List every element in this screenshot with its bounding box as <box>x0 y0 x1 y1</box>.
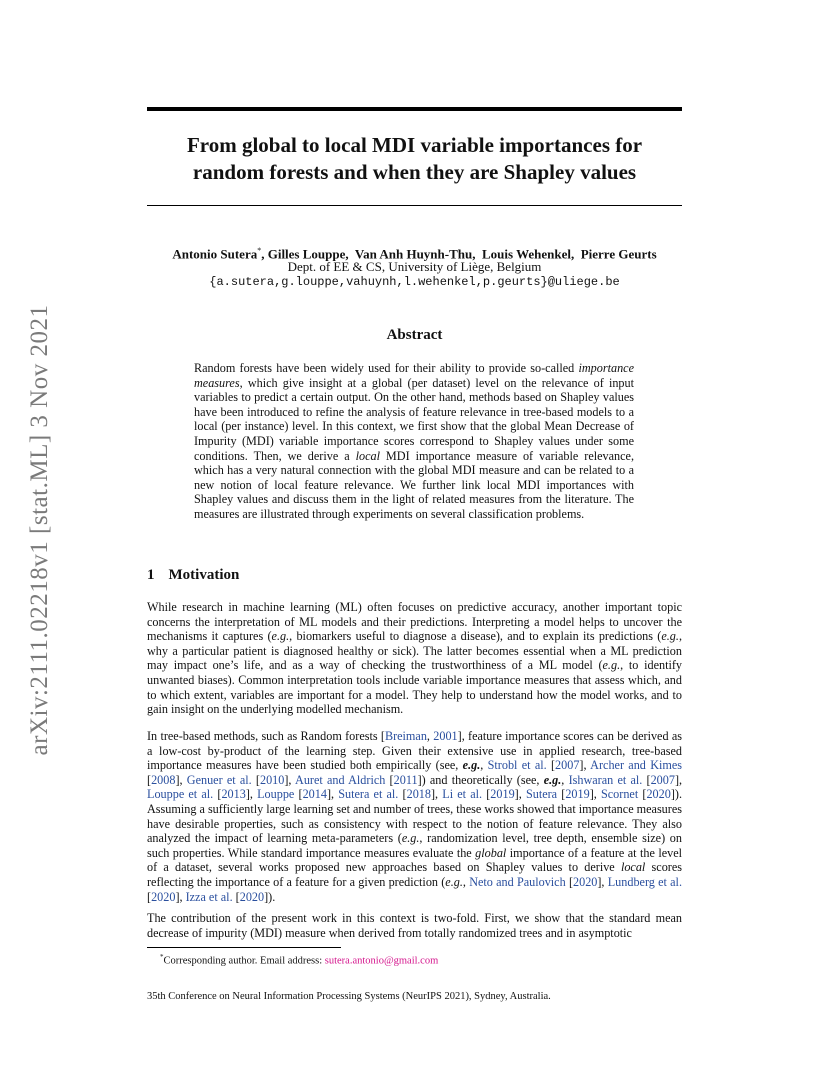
author-name: Pierre Geurts <box>580 246 657 262</box>
paragraph-2: In tree-based methods, such as Random forests [Breiman, 2001], feature importance scores can be derived as a low-cost by-product of the learning step. Given their extensive use in applied research, tree-based importance measures have been studied both empirically (see, e.g., Strobl et al. [2007], Archer and Kimes [2008], Genuer et al. [2010], Auret and Aldrich [2011]) and theoretically (see, e.g., Ishwaran et al. [2007], Louppe et al. [2013], Louppe [2014], Sutera et al. [2018], Li et al. [2019], Sutera [2019], Scornet [2020]). Assuming a sufficiently large learning set and number of trees, these works showed that importance measures have desirable properties, such as consistency with respect to the notion of feature relevance. They also analyzed the impact of learning meta-parameters (e.g., randomization level, tree depth, ensemble size) on such properties. While standard importance measures evaluate the global importance of a feature at the level of a dataset, several works proposed new approaches based on Shapley values to derive local scores reflecting the importance of a feature for a given prediction (e.g., Neto and Paulovich [2020], Lundberg et al. [2020], Izza et al. [2020]). <box>147 729 683 904</box>
section-heading <box>147 567 239 584</box>
citation-link[interactable]: 2014 <box>302 787 327 802</box>
citation-link[interactable]: 2011 <box>393 772 418 787</box>
author-name: Gilles Louppe <box>267 246 346 262</box>
citation-link[interactable]: 2020 <box>573 874 598 889</box>
citation-link[interactable]: 2020 <box>646 787 671 802</box>
citation-link[interactable]: 2008 <box>151 772 176 787</box>
citation-link[interactable]: 2018 <box>406 787 431 802</box>
author-name: Van Anh Huynh-Thu <box>354 246 473 262</box>
citation-link[interactable]: Neto and Paulovich <box>469 874 566 889</box>
section-number: 1 <box>147 567 155 583</box>
section-title: Motivation <box>168 567 240 583</box>
conference-note: 35th Conference on Neural Information Processing Systems (NeurIPS 2021), Sydney, Australia. <box>147 991 551 1002</box>
citation-link[interactable]: Izza et al. <box>185 889 233 904</box>
citation-link[interactable]: Lundberg et al. <box>607 874 682 889</box>
title-bottom-rule <box>147 205 682 206</box>
title-line-2: random forests and when they are Shapley values <box>192 160 637 184</box>
citation-link[interactable]: Li et al. <box>442 787 483 802</box>
author-name: Antonio Sutera <box>172 246 258 262</box>
citation-link[interactable]: 2020 <box>151 889 176 904</box>
citation-link[interactable]: Scornet <box>600 787 639 802</box>
author-name: Louis Wehenkel <box>481 246 571 262</box>
citation-link[interactable]: 2019 <box>490 787 515 802</box>
citation-link[interactable]: 2007 <box>650 772 675 787</box>
abstract-body: Random forests have been widely used for their ability to provide so-called importance measures, which give insight at a global (per dataset) level on the relevance of input variables to predict a certain output. On the other hand, methods based on Shapley values have been introduced to refine the analysis of feature relevance in tree-based models to a local (per instance) level. In this context, we first show that the global Mean Decrease of Impurity (MDI) variable importance scores correspond to Shapley values under some conditions. Then, we derive a local MDI importance measure of variable relevance, which has a very natural connection with the global MDI measure and can be related to a new notion of local feature relevance. We further link local MDI importances with Shapley values and discuss them in the light of related measures from the literature. The measures are illustrated through experiments on several classification problems. <box>194 361 635 521</box>
abstract-heading: Abstract <box>386 327 443 343</box>
title-top-rule <box>147 107 682 111</box>
citation-link[interactable]: 2001 <box>433 729 458 743</box>
footnote-mark: * <box>160 953 164 961</box>
citation-link[interactable]: 2019 <box>565 787 590 802</box>
paragraph-1: While research in machine learning (ML) often focuses on predictive accuracy, another important topic concerns the interpretation of ML models and their predictions. Interpreting a model helps to uncover the mechanisms it captures (e.g., biomarkers useful to diagnose a disease), and to explain its predictions (e.g., why a particular patient is diagnosed healthy or sick). The latter becomes essential when a ML prediction may impact one’s life, and as a way of checking the trustworthiness of a ML model (e.g., to identify unwanted biases). Common interpretation tools include variable importance measures that assess which, and to which extent, variables are important for a model. They help to understand how the model works, and to gain insight on the underlying modelled mechanism. <box>147 600 682 717</box>
citation-link[interactable]: Louppe et al. <box>147 787 214 802</box>
author-list: Antonio Sutera*, Gilles Louppe, Van Anh Huynh-Thu, Louis Wehenkel, Pierre Geurts <box>172 246 657 262</box>
citation-link[interactable]: Breiman <box>384 729 427 743</box>
footnote-email-link[interactable]: sutera.antonio@gmail.com <box>324 955 439 967</box>
citation-link[interactable]: Genuer et al. <box>186 772 252 787</box>
citation-link[interactable]: 2007 <box>555 758 580 773</box>
citation-link[interactable]: Strobl et al. <box>487 758 547 773</box>
author-emails: {a.sutera,g.louppe,vahuynh,l.wehenkel,p.geurts}@uliege.be <box>209 275 620 289</box>
citation-link[interactable]: 2020 <box>239 889 265 904</box>
citation-link[interactable]: Archer and Kimes <box>590 758 683 773</box>
footnote-rule <box>147 947 341 948</box>
title-line-1: From global to local MDI variable importances for <box>186 133 643 157</box>
arxiv-identifier: arXiv:2111.02218v1 [stat.ML] 3 Nov 2021 <box>26 304 53 756</box>
citation-link[interactable]: 2013 <box>221 787 246 802</box>
citation-link[interactable]: Sutera et al. <box>338 787 399 802</box>
citation-link[interactable]: Ishwaran et al. <box>568 772 643 787</box>
citation-link[interactable]: 2010 <box>259 772 285 787</box>
author-footnote-mark: * <box>257 246 262 255</box>
affiliation: Dept. of EE & CS, University of Liège, Belgium <box>287 259 542 274</box>
footnote-text: Corresponding author. Email address: <box>163 955 325 967</box>
citation-link[interactable]: Sutera <box>525 787 558 802</box>
paper-title <box>147 132 682 186</box>
citation-link[interactable]: Louppe <box>257 787 295 802</box>
paragraph-3: The contribution of the present work in this context is two-fold. First, we show that the standard mean decrease of impurity (MDI) measure when derived from totally randomized trees and in asymptotic <box>147 911 682 940</box>
footnote <box>160 951 438 968</box>
citation-link[interactable]: Auret and Aldrich <box>295 772 386 787</box>
